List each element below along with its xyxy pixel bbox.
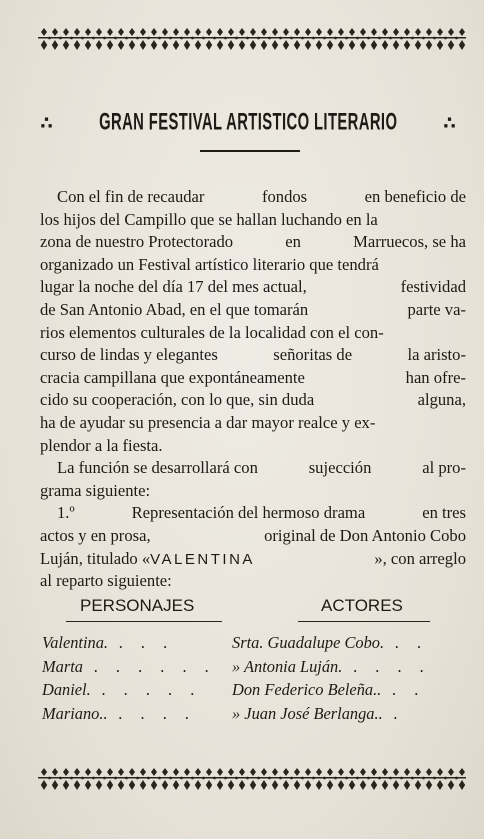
text-segment: organizado un Festival artístico literario que tendrá [40, 254, 379, 274]
text-segment: actos y en prosa, [40, 525, 151, 545]
text-line [40, 299, 466, 322]
cast-role [42, 704, 232, 724]
title-underline [200, 150, 300, 152]
text-segment: festividad [400, 277, 466, 297]
cast-row [42, 704, 470, 728]
actores-heading: ACTORES [321, 596, 403, 615]
actor-leader-dots: . . . . [342, 656, 432, 676]
role-leader-dots: . . . [108, 633, 175, 652]
text-segment: Representación del hermoso drama [131, 503, 366, 523]
actor-name: » Juan José Berlanga.. [232, 703, 383, 723]
text-line [40, 480, 466, 503]
cast-role [42, 657, 232, 677]
role-name: Marta [42, 656, 83, 676]
text-segment: La función se desarrollará con [57, 458, 258, 478]
text-segment: grama siguiente: [40, 480, 151, 500]
text-segment: zona de nuestro Protectorado [40, 232, 234, 252]
personajes-heading: PERSONAJES [80, 596, 195, 615]
body-text [40, 186, 466, 593]
text-line [40, 344, 466, 367]
personajes-underline [66, 621, 222, 622]
text-segment: al pro- [422, 458, 466, 478]
text-line [40, 502, 466, 525]
text-segment: de San Antonio Abad, en el que tomarán [40, 299, 309, 319]
text-segment: curso de lindas y elegantes [40, 345, 218, 365]
text-segment: señoritas de [273, 345, 353, 365]
cast-role [42, 633, 232, 653]
text-segment: cido su cooperación, con lo que, sin duda [40, 390, 315, 410]
text-line [40, 231, 466, 254]
text-line [40, 435, 466, 458]
bottom-ornament-border [38, 766, 466, 792]
cast-actor [232, 680, 470, 700]
text-segment: la aristo- [407, 345, 466, 365]
cast-role [42, 680, 232, 700]
drama-title: VALENTINA [150, 550, 255, 568]
actor-leader-dots: . . [384, 633, 429, 652]
title-deco-left: ∴ [40, 112, 53, 134]
actor-name: Srta. Guadalupe Cobo. [232, 633, 385, 652]
actores-underline [298, 621, 430, 622]
top-ornament-border [38, 26, 466, 52]
text-segment: en tres [422, 503, 466, 523]
text-segment: Con el fin de recaudar [57, 187, 205, 206]
text-segment: plendor a la fiesta. [40, 435, 163, 455]
cast-row [42, 657, 470, 681]
role-leader-dots: . . . . . . [82, 656, 217, 676]
title-row [40, 106, 456, 140]
actor-name: » Antonia Luján. [232, 656, 343, 676]
role-name: Mariano.. [42, 703, 108, 723]
text-segment: fondos [261, 187, 308, 206]
actor-name: Don Federico Beleña.. [232, 680, 382, 699]
text-segment: al reparto siguiente: [40, 571, 172, 591]
cast-actor [232, 704, 470, 724]
text-line [40, 570, 466, 593]
title-deco-right: ∴ [443, 112, 456, 134]
cast-row [42, 680, 470, 704]
text-line [40, 322, 466, 345]
text-segment: en beneficio de [364, 187, 466, 206]
text-segment: Luján, titulado « [40, 548, 151, 568]
cast-row [42, 633, 470, 657]
role-name: Daniel. [42, 680, 91, 699]
text-segment: alguna, [417, 390, 466, 410]
cast-actor [232, 633, 470, 653]
text-line [40, 389, 466, 412]
text-line [40, 412, 466, 435]
cast-actor [232, 657, 470, 677]
text-line [40, 457, 466, 480]
text-segment: los hijos del Campillo que se hallan luchando en la [40, 209, 378, 229]
text-segment: parte va- [407, 299, 466, 319]
role-leader-dots: . . . . [107, 703, 197, 723]
text-segment: sujección [308, 458, 372, 478]
role-leader-dots: . . . . . [90, 680, 202, 699]
text-line [40, 367, 466, 390]
text-segment: rios elementos culturales de la localidad con el con- [40, 322, 384, 342]
text-line [40, 209, 466, 232]
actor-leader-dots: . . [381, 680, 426, 699]
text-segment: lugar la noche del día 17 del mes actual, [40, 277, 307, 297]
text-line [40, 548, 466, 571]
text-segment: en [285, 232, 301, 252]
text-line [40, 276, 466, 299]
text-segment: Marruecos, se ha [353, 232, 466, 252]
document-title: GRAN FESTIVAL ARTISTICO LITERARIO [98, 109, 398, 136]
text-line [40, 525, 466, 548]
text-segment: ha de ayudar su presencia a dar mayor realce y ex- [40, 412, 376, 432]
actor-leader-dots: . [382, 703, 405, 723]
text-line [40, 254, 466, 277]
role-name: Valentina. [42, 633, 109, 652]
cast-list [42, 633, 470, 727]
text-segment: original de Don Antonio Cobo [264, 525, 466, 545]
cast-header [40, 596, 466, 622]
text-segment: cracia campillana que expontáneamente [40, 367, 305, 387]
text-segment: 1.º [57, 503, 75, 523]
text-segment: han ofre- [405, 367, 466, 387]
text-segment: », con arreglo [374, 548, 466, 568]
text-line [40, 186, 466, 209]
